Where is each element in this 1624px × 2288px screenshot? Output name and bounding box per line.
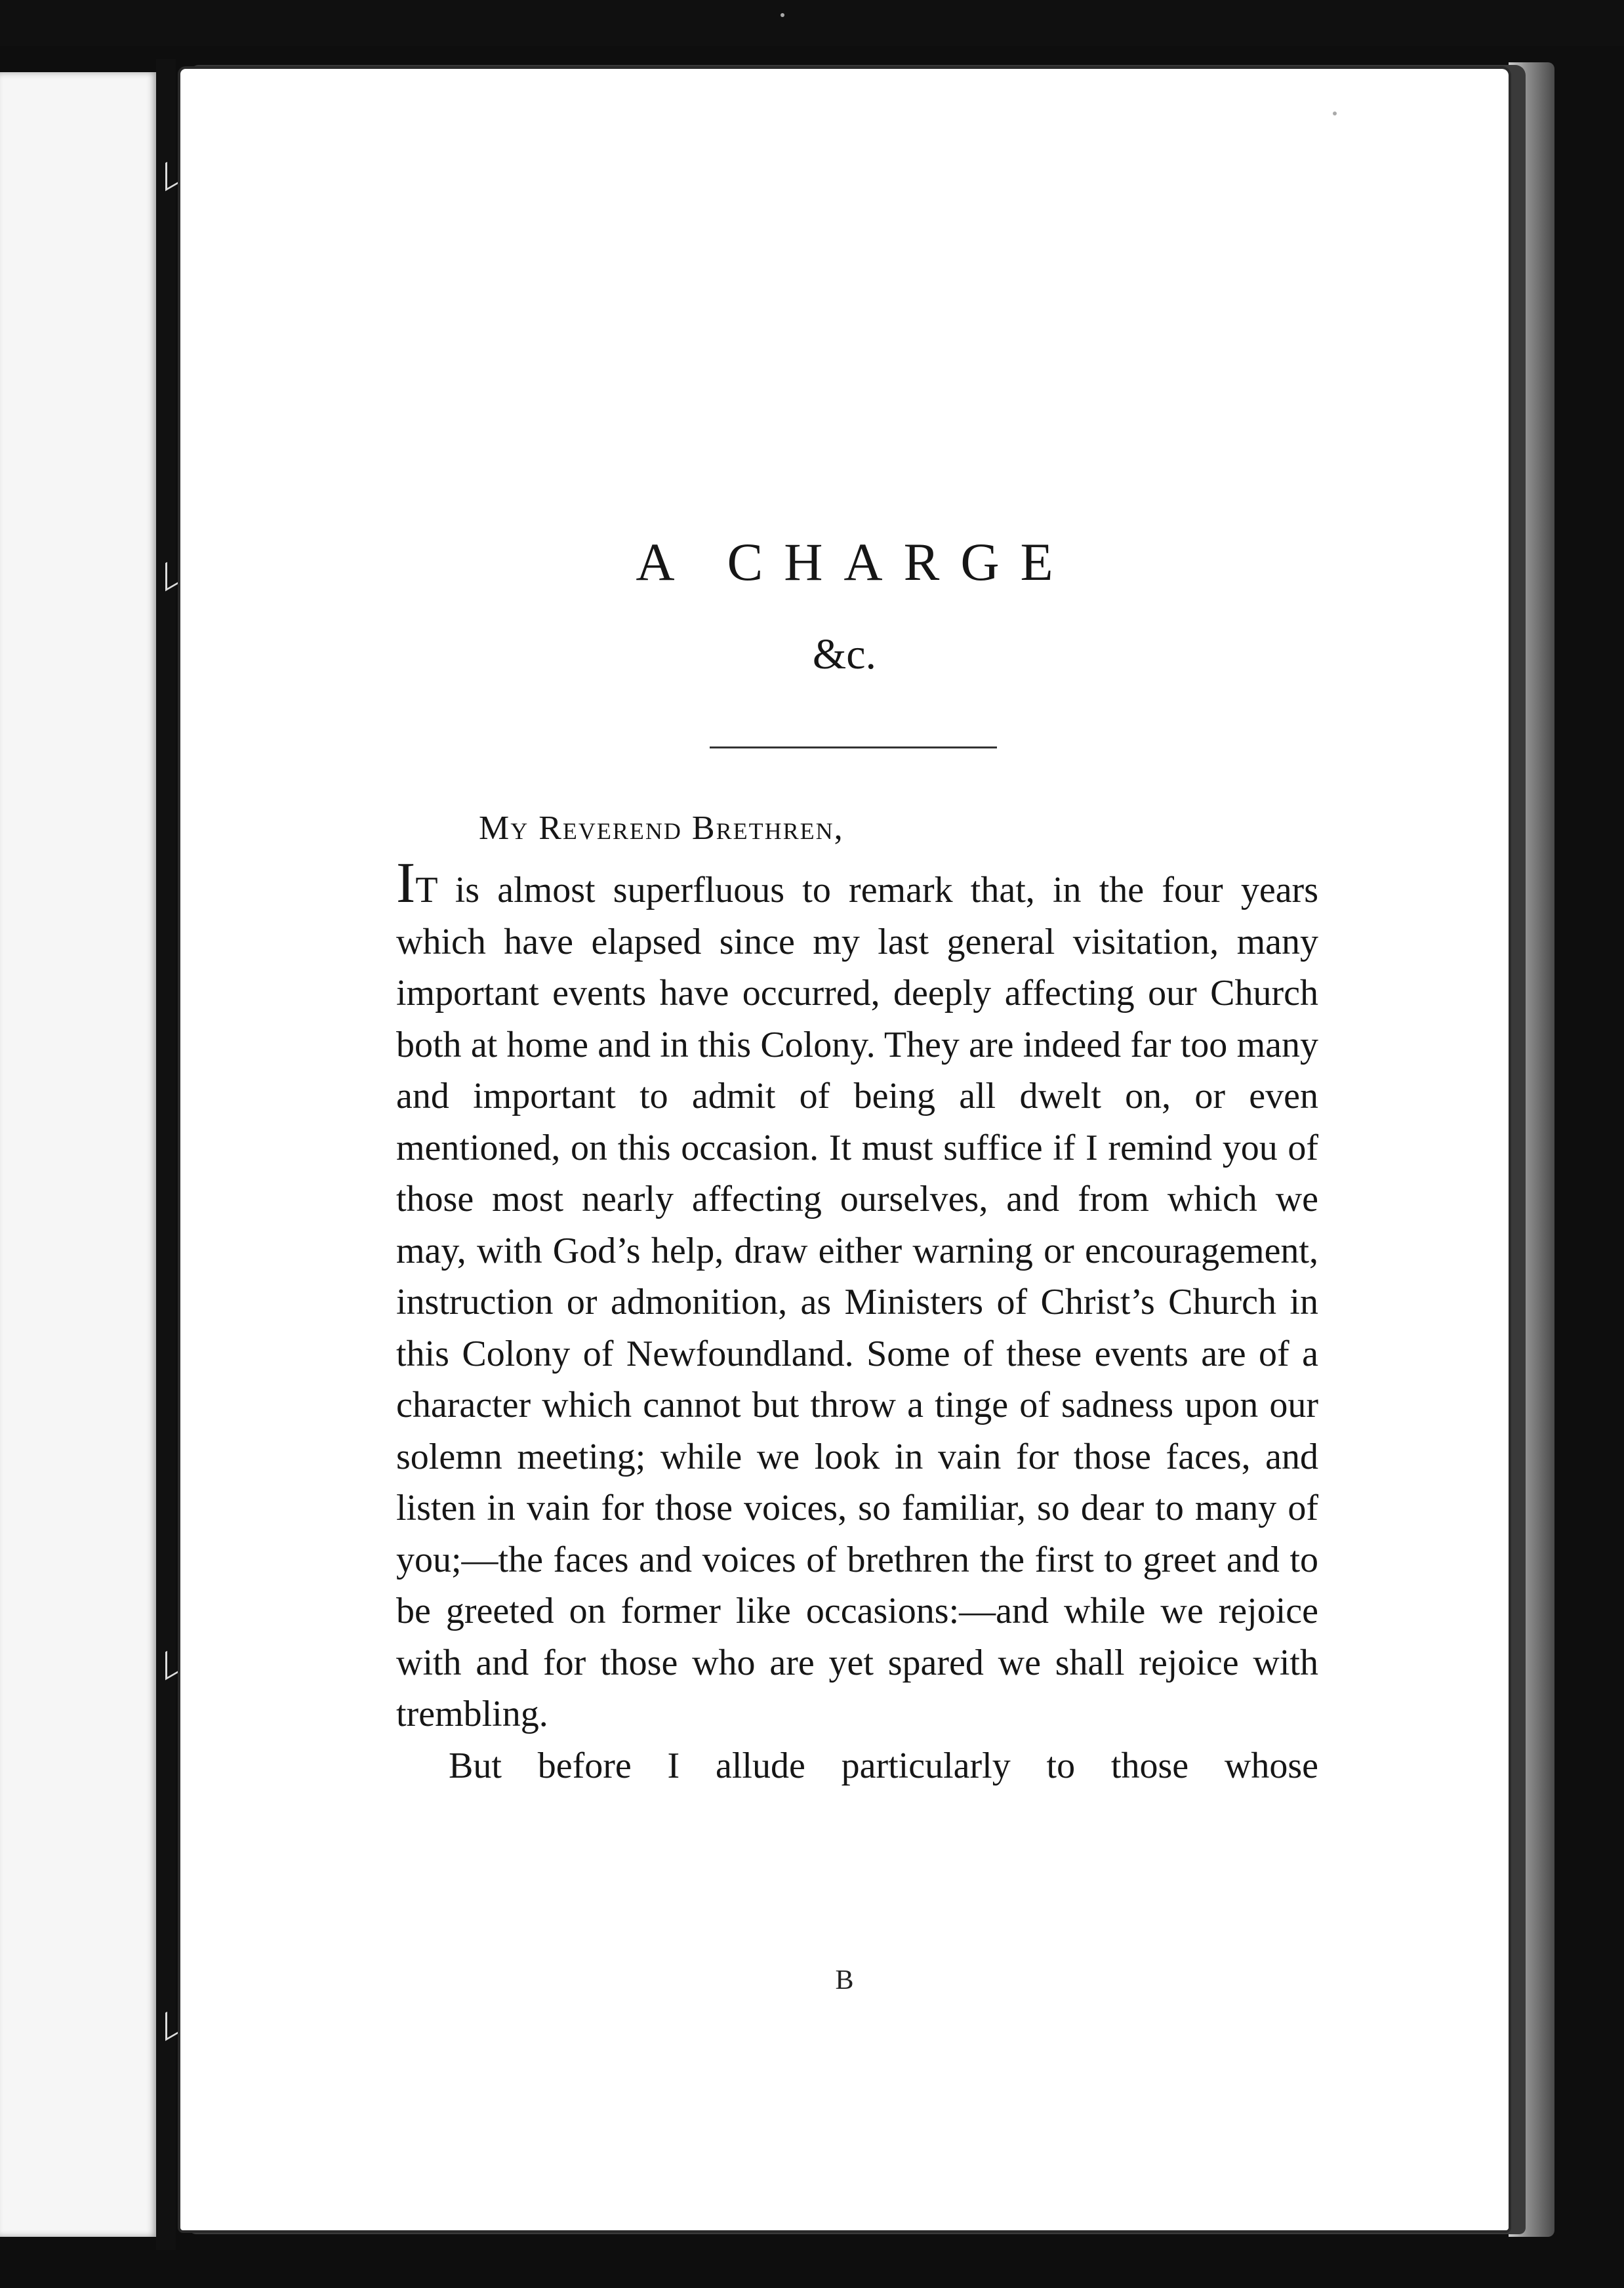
scan-top-edge [0,0,1624,46]
title-rule [710,746,997,748]
scan-speck [781,13,784,17]
body-text [396,851,1318,1791]
paragraph-1 [396,851,1318,1740]
page-title: A CHARGE [636,532,1074,592]
page-subtitle: &c. [812,630,877,678]
paragraph-1-text: T is almost superfluous to remark that, in the four years which have elapsed since my last general visitation, many important events have occurred, deeply affecting our Church both at home and in this Colony. They are indeed far too many and important to admit of being all dwelt on, or even mentioned, on this occasion. It must suffice if I remind you of those most nearly affecting ourselves, and from which we may, with God’s help, draw either warning or encouragement, instruction or admonition, as Ministers of Christ’s Church in this Colony of Newfoundland. Some of these events are of a character which cannot but throw a tinge of sadness upon our solemn meeting; while we look in vain for those faces, and listen in vain for those voices, so familiar, so dear to many of you;—the faces and voices of brethren the first to greet and to be greeted on former like occasions:—and while we rejoice with and for those who are yet spared we shall rejoice with trembling. [396,870,1318,1734]
facing-page-edge [0,72,161,2237]
salutation: My Reverend Brethren, [479,809,844,847]
paragraph-2: But before I allude particularly to those whose [449,1745,1318,1786]
binding-gutter [156,59,176,2250]
scan-speck [1333,112,1337,115]
drop-cap: I [396,851,416,915]
page-stack-edge [1509,62,1554,2237]
signature-mark: B [835,1965,854,1995]
